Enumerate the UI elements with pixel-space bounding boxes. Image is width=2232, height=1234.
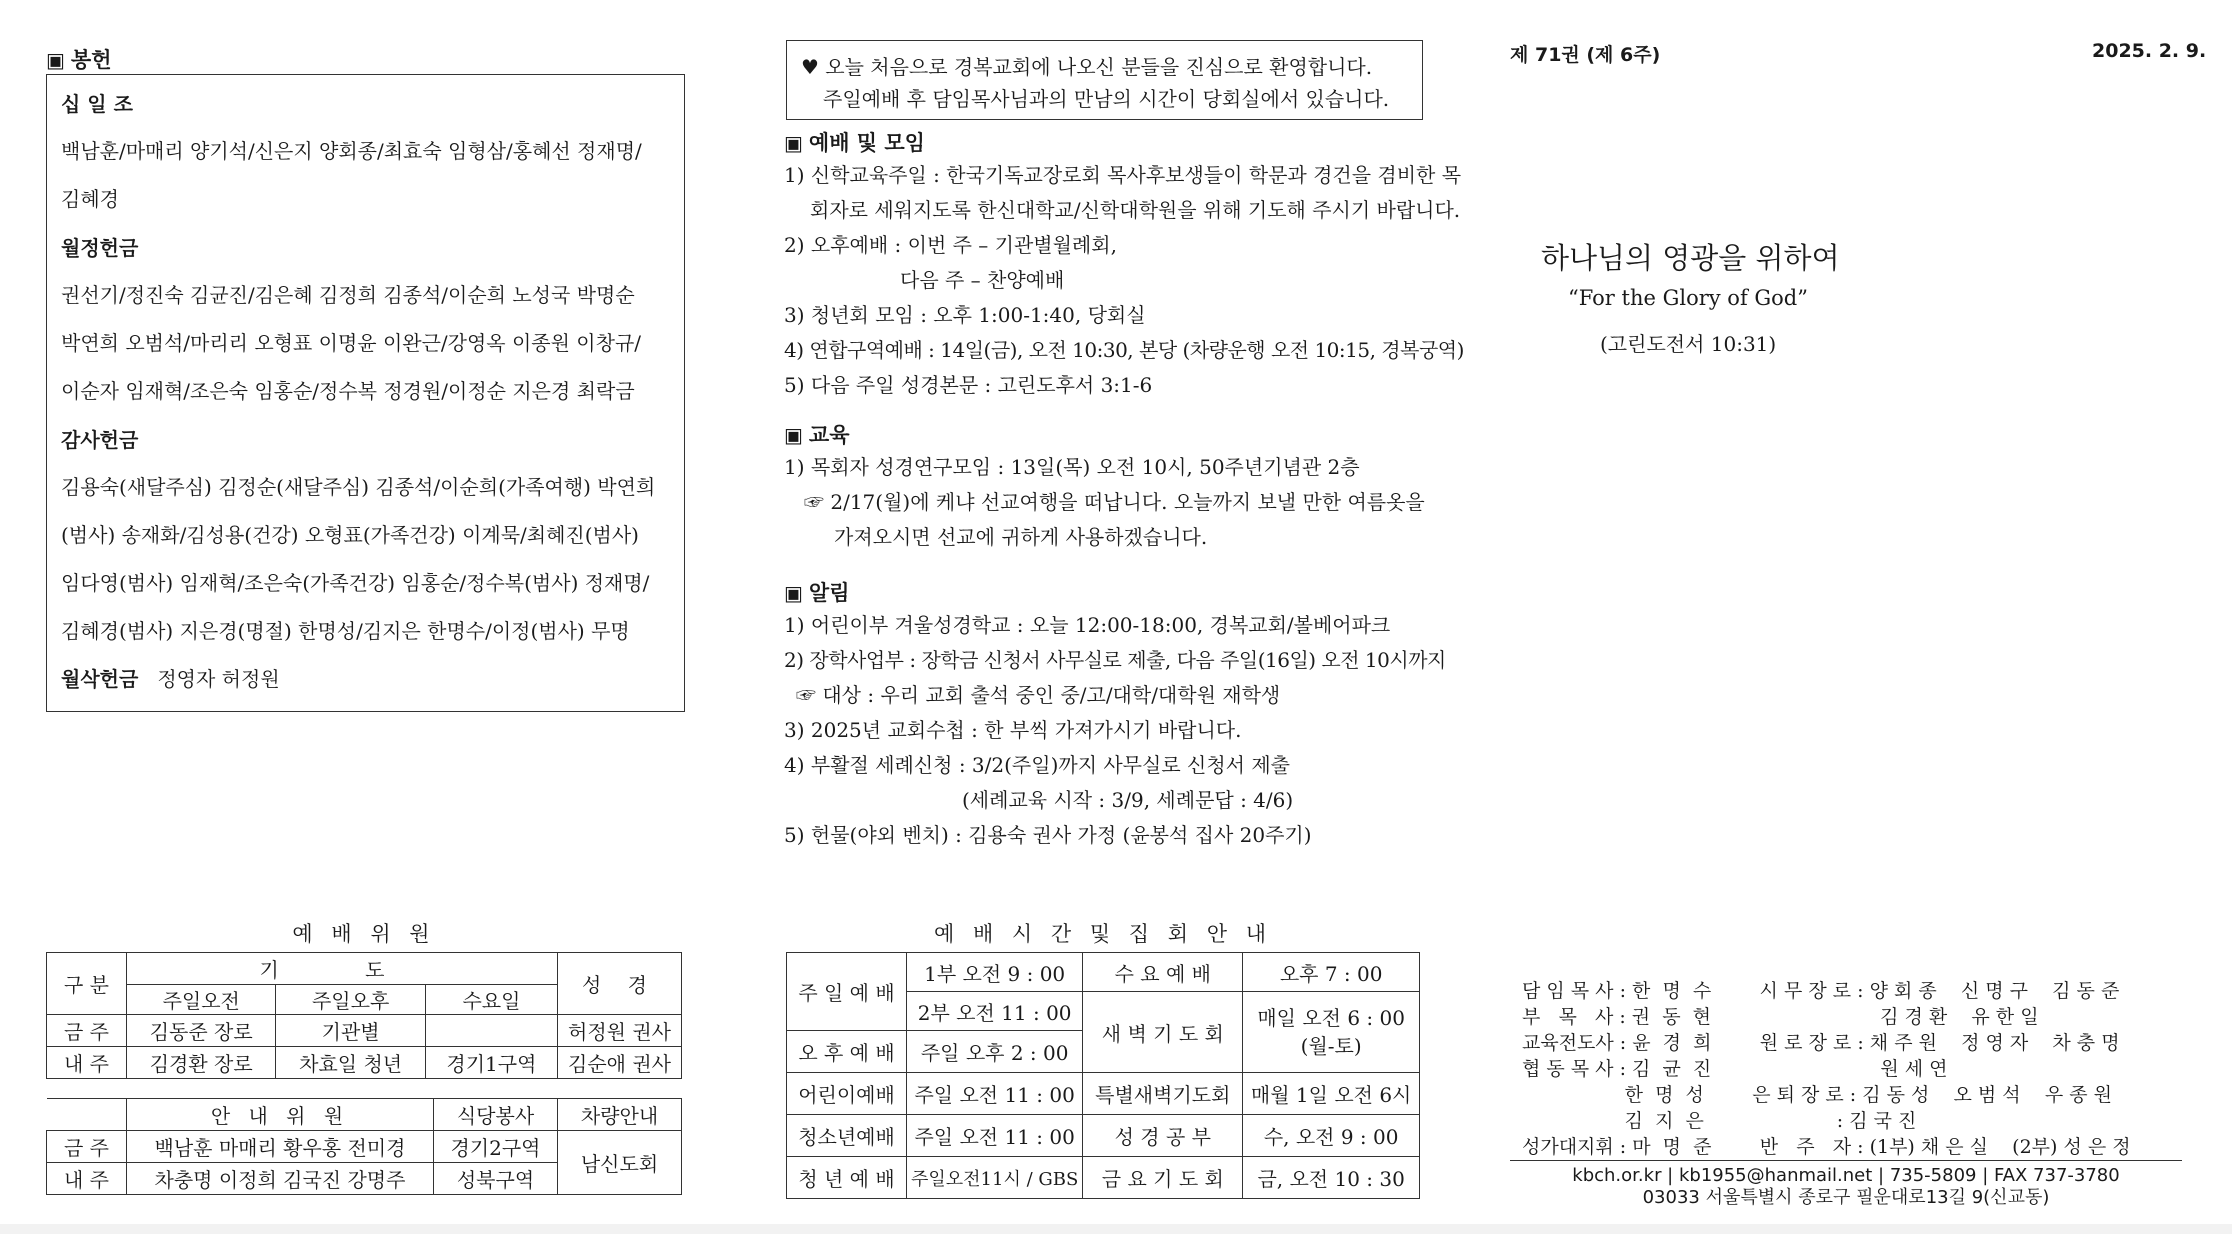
usher-cell: 백남훈 마매리 황우홍 전미경 xyxy=(127,1131,434,1163)
wednesday-time: 오후 7 : 00 xyxy=(1243,953,1420,992)
sunday-am-cell: 김경환 장로 xyxy=(127,1047,276,1079)
address-line: 03033 서울특별시 종로구 필운대로13길 9(신교동) xyxy=(1642,1187,2050,1208)
square-bullet-icon: ▣ xyxy=(784,423,803,447)
education-header-text: 교육 xyxy=(808,422,850,447)
friday-prayer-time: 금, 오전 10 : 30 xyxy=(1243,1157,1420,1199)
offering-box xyxy=(46,74,685,712)
education-item: ☞ 2/17(월)에 케냐 선교여행을 떠납니다. 오늘까지 보낼 만한 여름옷을 xyxy=(804,490,1425,514)
afternoon-worship-time: 주일 오후 2 : 00 xyxy=(907,1031,1083,1073)
notice-item: 3) 2025년 교회수첩 : 한 부씩 가져가시기 바랍니다. xyxy=(784,718,1242,742)
tithe-line: 김혜경 xyxy=(61,187,119,211)
usher-header: 안 내 위 원 xyxy=(127,1099,434,1131)
wednesday-header: 수요일 xyxy=(425,985,557,1015)
welcome-line: ♥ 오늘 처음으로 경복교회에 나오신 분들을 진심으로 환영합니다. xyxy=(801,55,1373,79)
wednesday-label: 수 요 예 배 xyxy=(1083,953,1243,992)
offering-header-text: 봉헌 xyxy=(70,47,112,72)
square-bullet-icon: ▣ xyxy=(784,131,803,155)
worship-item: 3) 청년회 모임 : 오후 1:00-1:40, 당회실 xyxy=(784,303,1146,327)
afternoon-worship-label: 오 후 예 배 xyxy=(787,1031,907,1073)
car-cell: 남신도회 xyxy=(558,1131,682,1195)
wednesday-cell: 경기1구역 xyxy=(425,1047,557,1079)
sunday-worship-label: 주 일 예 배 xyxy=(787,953,907,1031)
worship-item: 다음 주 – 찬양예배 xyxy=(900,268,1065,292)
staff-list xyxy=(1522,978,2131,1160)
scripture-cell: 허정원 권사 xyxy=(558,1015,682,1047)
rice-title: 월삭헌금 xyxy=(61,667,139,691)
scripture-cell: 김순애 권사 xyxy=(558,1047,682,1079)
usher-cell: 차충명 이정희 김국진 강명주 xyxy=(127,1163,434,1195)
wednesday-cell xyxy=(425,1015,557,1047)
cover-title: 하나님의 영광을 위하여 xyxy=(1541,241,1840,275)
sunday-second-time: 2부 오전 11 : 00 xyxy=(907,992,1083,1031)
schedule-table xyxy=(786,952,1420,1199)
kitchen-header: 식당봉사 xyxy=(434,1099,558,1131)
staff-line: 한 명 성 은 퇴 장 로 : 김 동 성 오 범 석 우 종 원 xyxy=(1522,1084,2112,1106)
notice-header xyxy=(784,578,1434,608)
welcome-line: 주일예배 후 담임목사님과의 만남의 시간이 당회실에서 있습니다. xyxy=(823,87,1390,111)
worship-header xyxy=(784,128,1434,158)
prayer-header: 기 도 xyxy=(127,953,558,985)
worship-header-text: 예배 및 모임 xyxy=(808,130,925,155)
notice-header-text: 알림 xyxy=(808,580,850,605)
staff-line: 부 목 사 : 권 동 현 김 경 환 유 한 일 xyxy=(1522,1006,2039,1028)
sunday-first-time: 1부 오전 9 : 00 xyxy=(907,953,1083,992)
worship-item: 2) 오후예배 : 이번 주 – 기관별월례회, xyxy=(784,233,1117,257)
monthly-title: 월정헌금 xyxy=(61,236,139,260)
children-worship-time: 주일 오전 11 : 00 xyxy=(907,1073,1083,1115)
sunday-am-cell: 김동준 장로 xyxy=(127,1015,276,1047)
education-item: 1) 목회자 성경연구모임 : 13일(목) 오전 10시, 50주년기념관 2층 xyxy=(784,455,1360,479)
kitchen-cell: 경기2구역 xyxy=(434,1131,558,1163)
teen-worship-time: 주일 오전 11 : 00 xyxy=(907,1115,1083,1157)
sunday-pm-cell: 기관별 xyxy=(276,1015,425,1047)
scripture-header: 성 경 xyxy=(558,953,682,1015)
education-item: 가져오시면 선교에 귀하게 사용하겠습니다. xyxy=(834,525,1208,549)
worship-section xyxy=(784,128,1464,403)
special-dawn-time: 매월 1일 오전 6시 xyxy=(1243,1073,1420,1115)
bible-study-time: 수, 오전 9 : 00 xyxy=(1243,1115,1420,1157)
usher-blank-header xyxy=(47,1099,127,1131)
special-dawn-label: 특별새벽기도회 xyxy=(1083,1073,1243,1115)
contact-line: kbch.or.kr | kb1955@hanmail.net | 735-5809 | FAX 737-3780 xyxy=(1572,1165,2120,1186)
dawn-prayer-time xyxy=(1243,992,1420,1073)
staff-line: 성가대지휘 : 마 명 준 반 주 자 : (1부) 채 은 실 (2부) 성 은 정 xyxy=(1522,1136,2131,1158)
page-bottom-strip xyxy=(0,1224,2232,1234)
dawn-time-line: 매일 오전 6 : 00 xyxy=(1257,1006,1405,1030)
row-label: 금 주 xyxy=(47,1015,127,1047)
friday-prayer-label: 금 요 기 도 회 xyxy=(1083,1157,1243,1199)
notice-item: ☞ 대상 : 우리 교회 출석 중인 중/고/대학/대학원 재학생 xyxy=(796,683,1281,707)
staff-line: 담 임 목 사 : 한 명 수 시 무 장 로 : 양 회 종 신 명 구 김 동 준 xyxy=(1522,980,2120,1002)
youth-worship-label: 청 년 예 배 xyxy=(787,1157,907,1199)
teen-worship-label: 청소년예배 xyxy=(787,1115,907,1157)
car-header: 차량안내 xyxy=(558,1099,682,1131)
thanks-line: 김용숙(새달주심) 김정순(새달주심) 김종석/이순희(가족여행) 박연희 xyxy=(61,475,656,499)
worship-item: 1) 신학교육주일 : 한국기독교장로회 목사후보생들이 학문과 경건을 겸비한 목 xyxy=(784,163,1462,187)
education-section xyxy=(784,420,1434,555)
worship-item: 회자로 세워지도록 한신대학교/신학대학원을 위해 기도해 주시기 바랍니다. xyxy=(810,198,1461,222)
education-header xyxy=(784,420,1434,450)
monthly-line: 권선기/정진숙 김균진/김은혜 김정희 김종석/이순희 노성국 박명순 xyxy=(61,283,635,307)
notice-item: 4) 부활절 세례신청 : 3/2(주일)까지 사무실로 신청서 제출 xyxy=(784,753,1290,777)
offering-header xyxy=(46,44,111,74)
staff-line: 김 지 은 : 김 국 진 xyxy=(1522,1110,1917,1132)
youth-worship-time: 주일오전11시 / GBS xyxy=(907,1157,1083,1199)
row-label: 금 주 xyxy=(47,1131,127,1163)
children-worship-label: 어린이예배 xyxy=(787,1073,907,1115)
notice-item: 2) 장학사업부 : 장학금 신청서 사무실로 제출, 다음 주일(16일) 오전 10시까지 xyxy=(784,648,1446,672)
thanks-line: 김혜경(범사) 지은경(명절) 한명성/김지은 한명수/이정(범사) 무명 xyxy=(61,619,630,643)
usher-table xyxy=(46,1098,682,1195)
row-label: 내 주 xyxy=(47,1047,127,1079)
notice-item: 1) 어린이부 겨울성경학교 : 오늘 12:00-18:00, 경복교회/볼베어파크 xyxy=(784,613,1391,637)
contact-footer xyxy=(1510,1160,2182,1209)
square-bullet-icon: ▣ xyxy=(46,48,65,72)
worship-item: 5) 다음 주일 성경본문 : 고린도후서 3:1-6 xyxy=(784,373,1153,397)
dawn-time-line: (월-토) xyxy=(1300,1034,1362,1058)
sunday-pm-cell: 차효일 청년 xyxy=(276,1047,425,1079)
rice-names: 정영자 허정원 xyxy=(157,667,280,691)
rice-offering-line xyxy=(61,655,670,703)
cover-subtitle: “For the Glory of God” xyxy=(1568,286,1808,310)
bulletin-date: 2025. 2. 9. xyxy=(2092,40,2207,62)
dawn-prayer-label: 새 벽 기 도 회 xyxy=(1083,992,1243,1073)
thanks-line: (범사) 송재화/김성용(건강) 오형표(가족건강) 이계묵/최혜진(범사) xyxy=(61,523,639,547)
notice-section xyxy=(784,578,1446,853)
sunday-am-header: 주일오전 xyxy=(127,985,276,1015)
monthly-line: 이순자 임재혁/조은숙 임홍순/정수복 정경원/이정순 지은경 최락금 xyxy=(61,379,635,403)
sunday-pm-header: 주일오후 xyxy=(276,985,425,1015)
bible-study-label: 성 경 공 부 xyxy=(1083,1115,1243,1157)
tithe-title: 십 일 조 xyxy=(61,92,133,116)
volume-number: 제 71권 (제 6주) xyxy=(1510,44,1661,66)
notice-item: (세례교육 시작 : 3/9, 세례문답 : 4/6) xyxy=(962,788,1294,812)
tithe-line: 백남훈/마매리 양기석/신은지 양회종/최효숙 임형삼/홍혜선 정재명/ xyxy=(61,139,642,163)
cover-verse: (고린도전서 10:31) xyxy=(1600,332,1777,356)
gubun-header: 구 분 xyxy=(47,953,127,1015)
row-label: 내 주 xyxy=(47,1163,127,1195)
schedule-caption: 예 배 시 간 및 집 회 안 내 xyxy=(934,922,1272,946)
square-bullet-icon: ▣ xyxy=(784,581,803,605)
worship-committee-table xyxy=(46,952,682,1079)
thanks-title: 감사헌금 xyxy=(61,428,139,452)
monthly-line: 박연희 오범석/마리리 오형표 이명윤 이완근/강영옥 이종원 이창규/ xyxy=(61,331,641,355)
staff-line: 협 동 목 사 : 김 균 진 원 세 연 xyxy=(1522,1058,1948,1080)
kitchen-cell: 성북구역 xyxy=(434,1163,558,1195)
thanks-line: 임다영(범사) 임재혁/조은숙(가족건강) 임홍순/정수복(범사) 정재명/ xyxy=(61,571,650,595)
welcome-box xyxy=(786,40,1423,120)
committee-caption: 예 배 위 원 xyxy=(292,922,436,946)
worship-item: 4) 연합구역예배 : 14일(금), 오전 10:30, 본당 (차량운행 오전 10:15, 경복궁역) xyxy=(784,338,1464,362)
staff-line: 교육전도사 : 윤 경 희 원 로 장 로 : 채 주 원 정 영 자 차 충 명 xyxy=(1522,1032,2120,1054)
notice-item: 5) 헌물(야외 벤치) : 김용숙 권사 가정 (윤봉석 집사 20주기) xyxy=(784,823,1312,847)
